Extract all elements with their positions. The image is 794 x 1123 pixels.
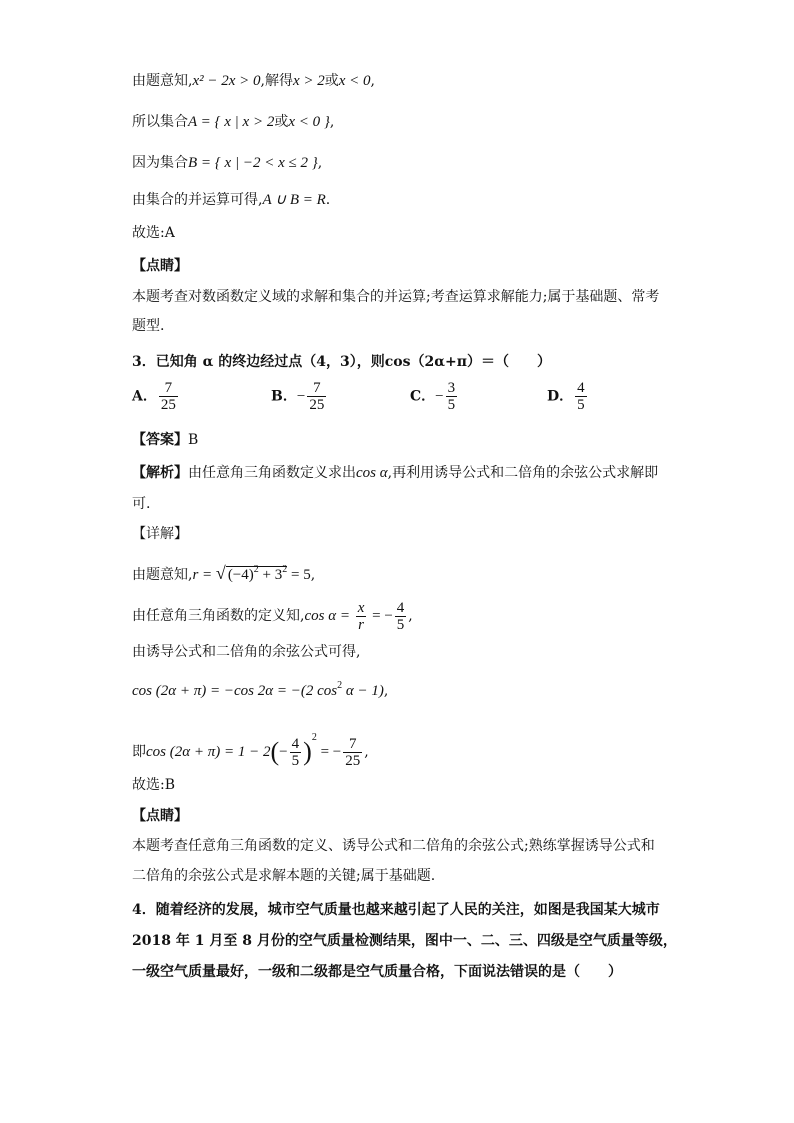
note-1-line-1: 本题考查对数函数定义域的求解和集合的并运算;考查运算求解能力;属于基础题、常考 <box>132 289 660 305</box>
note-2-line-2: 二倍角的余弦公式是求解本题的关键;属于基础题. <box>132 868 436 884</box>
question-4-line-2: 2018 年 1 月至 8 月份的空气质量检测结果，图中一、二、三、四级是空气质量等级， <box>132 933 677 949</box>
solution-line-2: 所以集合A = { x | x > 2或x < 0 }, <box>132 114 335 130</box>
option-c-fraction: $\frac{3}{5}$ <box>447 380 456 413</box>
note-heading-2: 【点睛】 <box>132 808 188 824</box>
x-over-r-fraction: $\frac{x}{r}$ <box>357 599 365 633</box>
option-a-fraction: $\frac{7}{25}$ <box>160 380 176 413</box>
answer-line: 【答案】B <box>132 432 199 448</box>
solution-line-1: 由题意知,x² − 2x > 0,解得x > 2或x < 0, <box>132 73 375 89</box>
option-d: D． $\frac{4}{5}$ <box>547 380 585 413</box>
question-4-line-3: 一级空气质量最好，一级和二级都是空气质量合格，下面说法错误的是（ ） <box>132 964 622 980</box>
choice-line-1: 故选:A <box>132 225 175 241</box>
option-c: C．− $\frac{3}{5}$ <box>410 380 456 413</box>
detail-line-2: 由任意角三角函数的定义知,cos α = $\frac{x}{r}$ = − $\frac{4}{5}$ , <box>132 599 413 633</box>
seven-over-25-fraction: $\frac{7}{25}$ <box>345 735 361 769</box>
solution-line-4: 由集合的并运算可得,A ∪ B = R. <box>132 192 331 208</box>
detail-line-3: 由诱导公式和二倍角的余弦公式可得, <box>132 644 361 660</box>
detail-line-5: 即cos (2α + π) = 1 − 2(− $\frac{4}{5}$ )$^2$ = − $\frac{7}{25}$ , <box>132 732 369 769</box>
choice-line-2: 故选:B <box>132 777 176 793</box>
note-heading-1: 【点睛】 <box>132 258 188 274</box>
solution-line-3: 因为集合B = { x | −2 < x ≤ 2 }, <box>132 155 323 171</box>
option-a: A． $\frac{7}{25}$ <box>132 380 176 413</box>
note-1-line-2: 题型. <box>132 318 165 334</box>
note-2-line-1: 本题考查任意角三角函数的定义、诱导公式和二倍角的余弦公式;熟练掌握诱导公式和 <box>132 838 655 854</box>
detail-line-1: 由题意知,r = √ $(-4)^2 + 3^2 = 5$, <box>132 563 316 583</box>
set-b: { x | −2 < x ≤ 2 } <box>214 155 318 171</box>
analysis-line-1: 【解析】由任意角三角函数定义求出cos α,再利用诱导公式和二倍角的余弦公式求解即 <box>132 465 659 481</box>
option-b-fraction: $\frac{7}{25}$ <box>309 380 325 413</box>
analysis-line-2: 可. <box>132 496 151 512</box>
math-inequality: x² − 2x > 0 <box>192 73 261 89</box>
question-4-line-1: 4．随着经济的发展，城市空气质量也越来越引起了人民的关注，如图是我国某大城市 <box>132 902 660 918</box>
detail-heading: 【详解】 <box>132 526 188 542</box>
four-fifths-fraction: $\frac{4}{5}$ <box>396 599 405 633</box>
option-d-fraction: $\frac{4}{5}$ <box>577 380 585 413</box>
option-b: B．− $\frac{7}{25}$ <box>271 380 325 413</box>
minus-four-fifths-fraction: $\frac{4}{5}$ <box>291 735 300 769</box>
question-3-stem: 3．已知角 α 的终边经过点（4，3），则cos（2α+π）＝（ ） <box>132 354 551 370</box>
sqrt-radicand: $(-4)^2 + 3^2$ <box>227 564 288 583</box>
set-a: { x | x > 2 <box>214 114 275 130</box>
detail-line-4: cos (2α + π) = −cos 2α = −(2 $\cos^2 \alpha - 1$), <box>132 680 389 699</box>
